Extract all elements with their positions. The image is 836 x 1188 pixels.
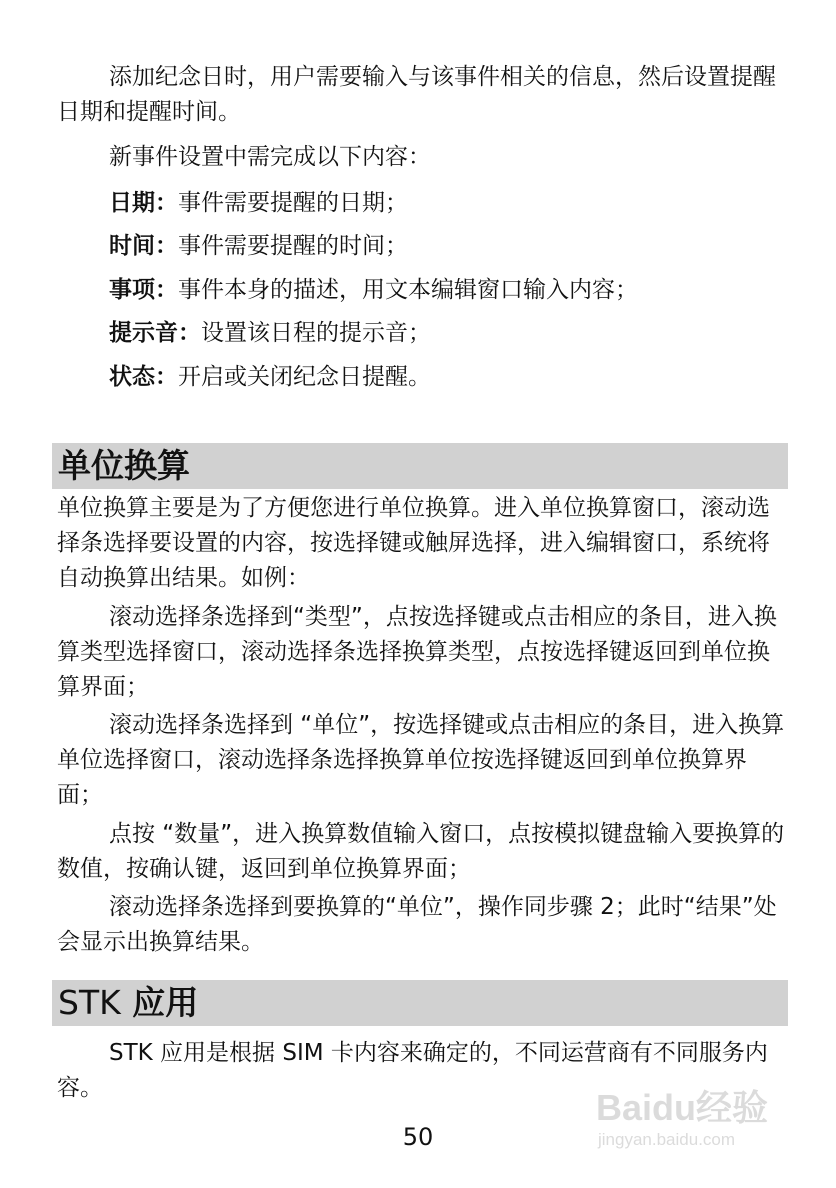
item-term: 日期： — [109, 190, 178, 216]
item-term: 状态： — [109, 364, 178, 390]
list-item — [109, 316, 431, 351]
item-desc: 事件本身的描述，用文本编辑窗口输入内容； — [178, 277, 638, 303]
section1-paragraph-1: 单位换算主要是为了方便您进行单位换算。进入单位换算窗口，滚动选择条选择要设置的内容，按选择键或触屏选择，进入编辑窗口，系统将自动换算出结果。如例： — [57, 495, 770, 591]
section-heading-unit-conversion: 单位换算 — [52, 443, 788, 489]
item-desc: 事件需要提醒的日期； — [178, 190, 408, 216]
item-term: 提示音： — [109, 320, 201, 346]
watermark-logo: Baidu经验 — [596, 1087, 769, 1128]
section1-paragraph-3: 滚动选择条选择到 “单位”，按选择键或点击相应的条目，进入换算单位选择窗口，滚动选择条选择换算单位按选择键返回到单位换算界面； — [57, 712, 785, 808]
watermark-url: jingyan.baidu.com — [598, 1130, 736, 1149]
list-item — [109, 186, 408, 221]
item-term: 事项： — [109, 277, 178, 303]
item-term: 时间： — [109, 233, 178, 259]
watermark — [596, 1080, 796, 1160]
item-desc: 设置该日程的提示音； — [201, 320, 431, 346]
item-desc: 事件需要提醒的时间； — [178, 233, 408, 259]
list-item — [109, 360, 431, 395]
list-item — [109, 229, 408, 264]
page-number: 50 — [402, 1123, 434, 1151]
section1-paragraph-2: 滚动选择条选择到“类型”，点按选择键或点击相应的条目，进入换算类型选择窗口，滚动选择条选择换算类型，点按选择键返回到单位换算界面； — [57, 604, 777, 700]
list-item — [109, 273, 638, 308]
intro-paragraph-2: 新事件设置中需完成以下内容： — [109, 144, 431, 170]
heading-cn: 应用 — [120, 983, 199, 1022]
section-heading-stk — [52, 980, 788, 1026]
intro-paragraph-1: 添加纪念日时，用户需要输入与该事件相关的信息，然后设置提醒日期和提醒时间。 — [57, 64, 776, 125]
section1-paragraph-5: 滚动选择条选择到要换算的“单位”，操作同步骤 2；此时“结果”处会显示出换算结果。 — [57, 894, 777, 955]
section1-paragraph-4: 点按 “数量”，进入换算数值输入窗口，点按模拟键盘输入要换算的数值，按确认键，返回到单位换算界面； — [57, 821, 785, 882]
item-desc: 开启或关闭纪念日提醒。 — [178, 364, 431, 390]
section2-paragraph-1: STK 应用是根据 SIM 卡内容来确定的，不同运营商有不同服务内容。 — [57, 1040, 768, 1101]
heading-latin: STK — [58, 983, 121, 1022]
